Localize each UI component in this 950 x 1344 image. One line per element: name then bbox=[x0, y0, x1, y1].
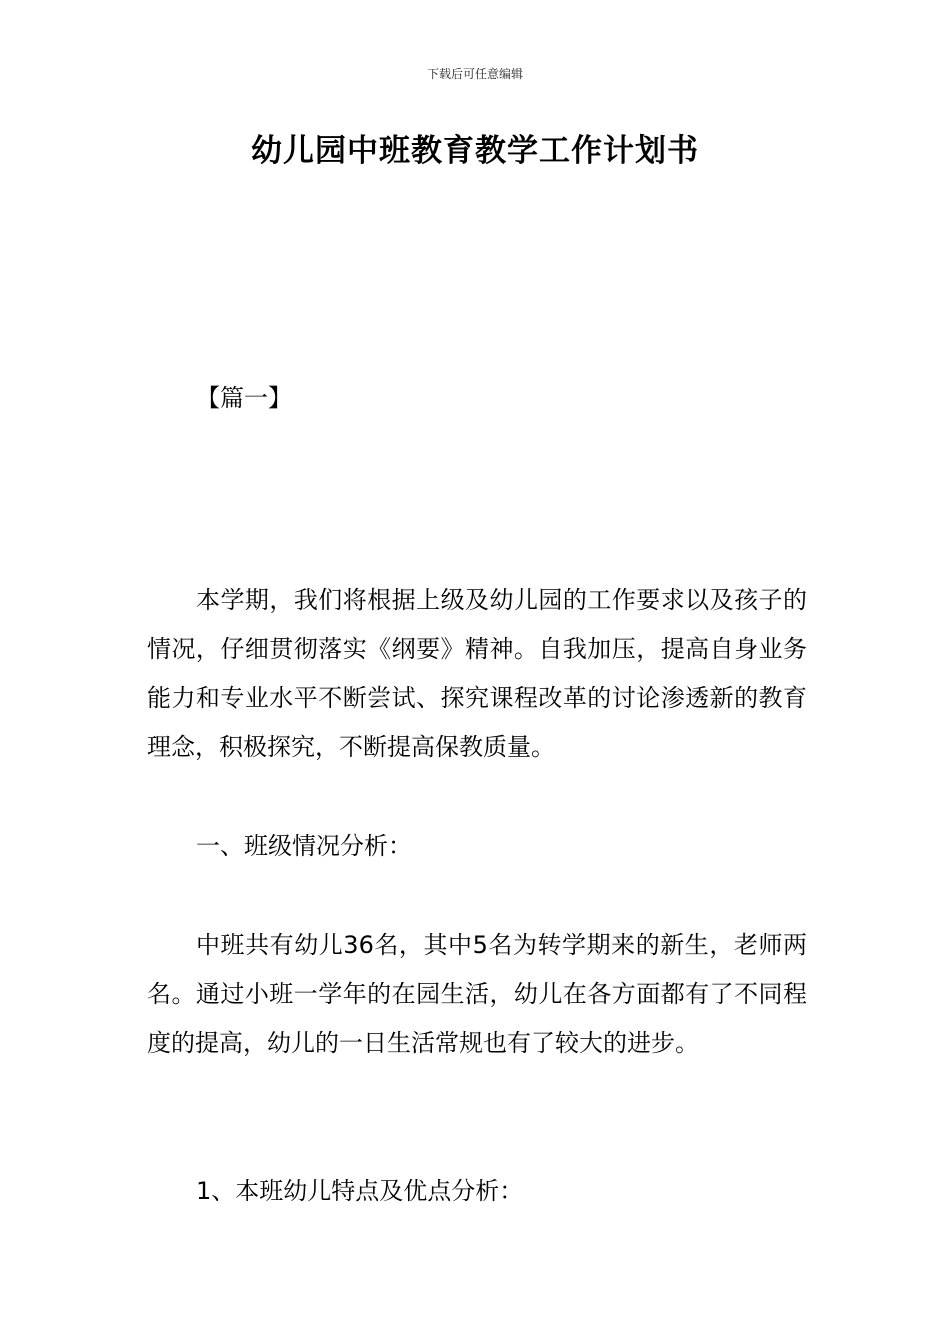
class-overview-paragraph: 中班共有幼儿36名，其中5名为转学期来的新生，老师两名。通过小班一学年的在园生活，幼儿在各方面都有了不同程度的提高，幼儿的一日生活常规也有了较大的进步。 bbox=[147, 931, 807, 1057]
intro-paragraph: 本学期，我们将根据上级及幼儿园的工作要求以及孩子的情况，仔细贯彻落实《纲要》精神。自我加压，提高自身业务能力和专业水平不断尝试、探究课程改革的讨论渗透新的教育理念，积极探究，不断提高保教质量。 bbox=[147, 586, 807, 761]
header-note: 下载后可任意编辑 bbox=[426, 67, 523, 81]
subsection-heading-features: 1、本班幼儿特点及优点分析： bbox=[196, 1177, 524, 1205]
section-marker: 【篇一】 bbox=[196, 384, 292, 412]
section-heading-class-analysis: 一、班级情况分析： bbox=[196, 832, 412, 860]
document-title: 幼儿园中班教育教学工作计划书 bbox=[251, 133, 699, 169]
